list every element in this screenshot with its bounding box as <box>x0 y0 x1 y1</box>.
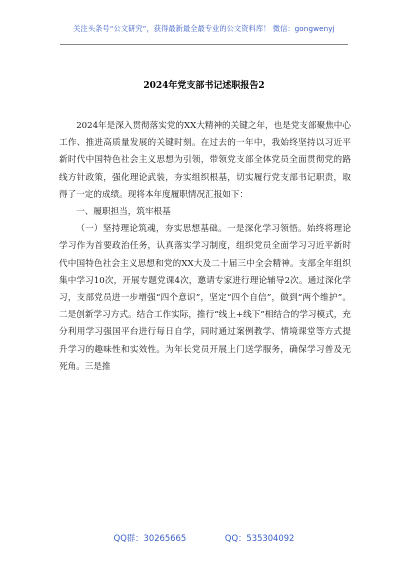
header-banner: 关注头条号“公文研究”，获得最新最全最专业的公文资料库！ 微信：gongwenyj <box>73 24 335 33</box>
section-heading: 一、履职担当，筑牢根基 <box>76 207 171 218</box>
footer-qq: QQ：535304092 <box>224 533 295 543</box>
header-divider <box>60 44 348 45</box>
document-title: 2024年党支部书记述职报告2 <box>143 81 265 91</box>
footer-qq-group: QQ群：30265665 <box>113 533 187 543</box>
document-body <box>59 118 351 376</box>
footer-contact <box>0 532 408 544</box>
intro-paragraph: 2024年是深入贯彻落实党的XX大精神的关键之年，也是党支部聚焦中心工作、推进高质量发展的关键时刻。在过去的一年中，我始终坚持以习近平新时代中国特色社会主义思想为引领，带领党支部全体党员全面贯彻党的路线方针政策，强化理论武装，夯实组织根基，切实履行党支部书记职责，取得了一定的成绩。现将本年度履职情况汇报如下： <box>59 121 351 200</box>
body-paragraph: （一）坚持理论筑魂，夯实思想基础。一是深化学习领悟。始终将理论学习作为首要政治任务，认真落实学习制度，组织党员全面学习习近平新时代中国特色社会主义思想和党的XX大及二十届三中全会精神。支部全年组织集中学习10次，开展专题党课4次，邀请专家进行理论辅导2次。通过深化学习，支部党员进一步增强“四个意识”，坚定“四个自信”，做到“两个维护”。二是创新学习方式。结合工作实际，推行“线上+线下”相结合的学习模式，充分利用学习强国平台进行每日自学，同时通过案例教学、情境课堂等方式提升学习的趣味性和实效性。为年长党员开展上门送学服务，确保学习普及无死角。三是推 <box>59 224 351 372</box>
